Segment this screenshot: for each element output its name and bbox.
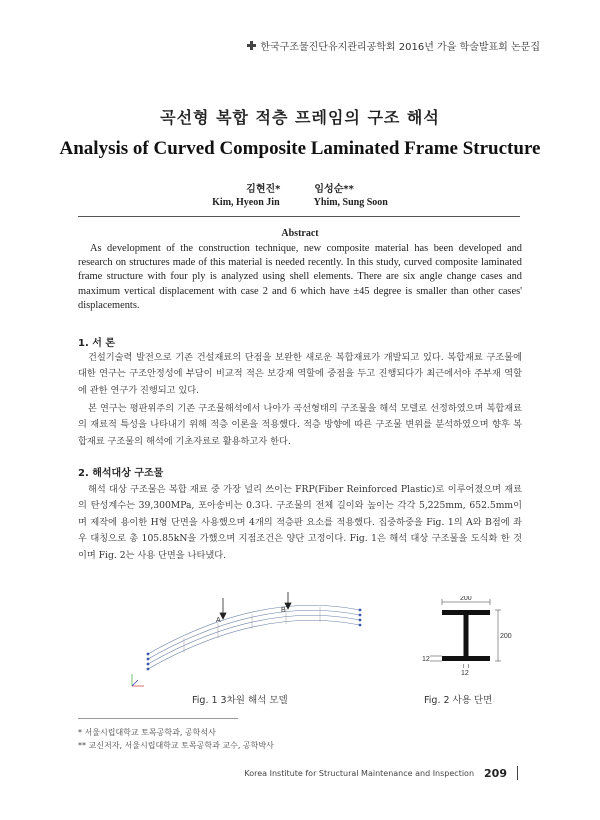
paper-title-english: Analysis of Curved Composite Laminated Frame Structure: [59, 138, 541, 159]
page-number: 209: [484, 766, 507, 780]
paper-title-korean: 곡선형 복합 적층 프레임의 구조 해석: [160, 108, 440, 127]
section-2-heading: 2. 해석대상 구조물: [78, 468, 164, 479]
footnote-divider: [78, 718, 238, 719]
figure-2-h-section: [420, 596, 520, 676]
figure-2-caption: Fig. 2 사용 단면: [424, 695, 493, 706]
journal-name: 한국구조물진단유지관리공학회 2016년 가을 학술발표회 논문집: [260, 42, 540, 53]
author-1-korean: 김현진*: [246, 184, 281, 195]
section-1-paragraph-2: 본 연구는 평판위주의 기존 구조물해석에서 나아가 곡선형태의 구조물을 해석 모델로 선정하였으며 복합재료의 재료적 특성을 나타내기 위해 적층 이론을 적용했다. 적층 방향에 따른 구조물 변위를 분석하였으며 향후 복합재료 구조물의 해석에 기초자료로 활용하고자 한다.: [78, 403, 522, 447]
author-names-korean: [0, 180, 600, 195]
point-b-label: B: [281, 607, 286, 614]
footer-institute: Korea Institute for Structural Maintenance and Inspection: [244, 768, 475, 778]
journal-header: [247, 38, 540, 53]
figure-1-curved-frame: [120, 592, 380, 692]
section-1-paragraph-1: 건설기술력 발전으로 기존 건설재료의 단점을 보완한 새로운 복합재료가 개발되고 있다. 복합재료 구조물에 대한 연구는 구조안정성에 부담이 비교적 적은 보강재 역할에 중점을 두고 진행되다가 최근에서야 주부재 역할에 관한 연구가 진행되고 있다.: [78, 352, 522, 396]
h-beam-shape: [442, 610, 490, 661]
abstract-heading: Abstract: [281, 228, 319, 239]
page-footer: [244, 766, 518, 780]
footnote-2: ** 교신저자, 서울시립대학교 토목공학과 교수, 공학박사: [78, 741, 274, 750]
footnote-1: * 서울시립대학교 토목공학과, 공학석사: [78, 728, 216, 737]
header-grid-icon: [247, 41, 256, 50]
title-divider: [78, 216, 520, 217]
author-2-english: Yhim, Sung Soon: [313, 197, 388, 208]
fig2-web-label: 12: [461, 670, 469, 676]
author-1-english: Kim, Hyeon Jin: [212, 197, 280, 208]
fig2-top-width-label: 200: [460, 596, 472, 602]
fig2-height-label: 200: [500, 633, 512, 640]
author-2-korean: 임성순**: [314, 184, 354, 195]
abstract-text: As development of the construction technique, new composite material has been developed and research on structures made of this material is needed recently. In this study, curved composite laminated frame structure with four ply is analyzed using shell elements. There are six angle change cases and maximum vertical displacement with case 2 and 6 which have ±45 degree is smaller than other cases' displacements.: [78, 243, 522, 311]
axis-triad: [132, 674, 144, 686]
figure-1-caption: Fig. 1 3차원 해석 모델: [192, 695, 288, 706]
section-2-paragraph-1: 해석 대상 구조물은 복합 재료 중 가장 널리 쓰이는 FRP(Fiber Reinforced Plastic)로 이루어졌으며 재료의 탄성계수는 39,300MPa, 포아송비는 0.3다. 구조물의 전체 길이와 높이는 각각 5,225mm, 652.5mm이며 제작에 용이한 H형 단면을 사용했으며 4개의 적층판 요소를 적용했다. 집중하중을 Fig. 1의 A와 B점에 좌우 대칭으로 총 105.85kN을 가했으며 지점조건은 양단 고정이다. Fig. 1은 해석 대상 구조물을 도식화 한 것이며 Fig. 2는 사용 단면을 나타냈다.: [78, 484, 522, 561]
point-a-label: A: [216, 617, 221, 624]
section-1-heading: 1. 서 론: [78, 338, 116, 349]
author-names-english: [0, 197, 600, 208]
footer-bar: [517, 766, 518, 780]
load-arrows: [220, 592, 291, 619]
fig2-flange-label: 12: [422, 656, 430, 663]
